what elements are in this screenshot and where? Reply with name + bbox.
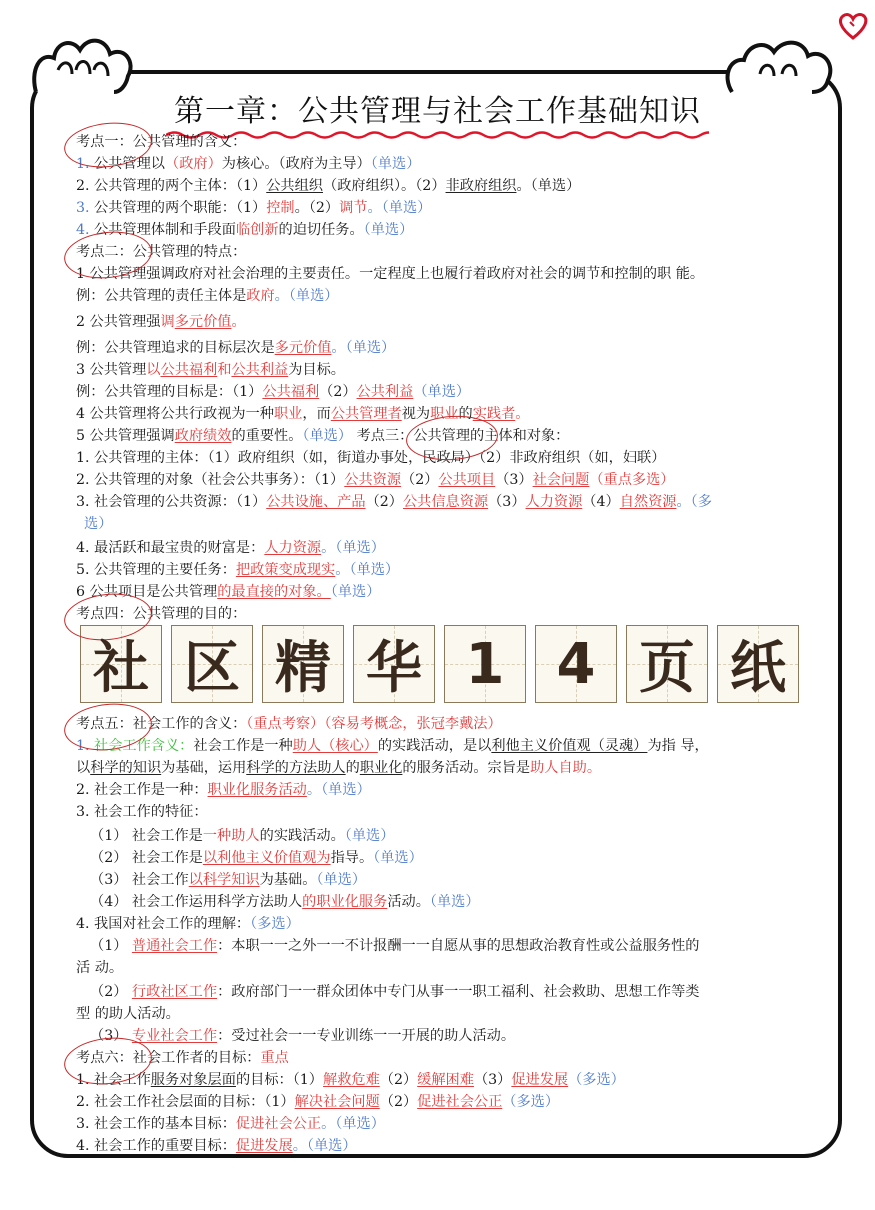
text-segment: 职业化 [359,760,403,776]
text-segment: 。 [231,314,246,330]
banner-character: 社 [93,636,149,701]
text-segment: （单选） [330,584,381,600]
text-segment: 1 公共管理强调政府对社会治理的主要责任。一定程度上也履行着政府对社会的调节和控制的职 能。 [76,266,705,282]
text-segment: （3） [488,494,526,510]
text-segment: 促进社会公正 [417,1094,503,1110]
text-segment: 专业社会工作 [131,1028,218,1044]
text-segment: 的最直接的对象。 [217,584,331,600]
text-segment: 缓解困难 [417,1072,474,1088]
text-segment: （2） [319,384,357,400]
text-segment: 公共组织 [266,178,323,194]
text-segment: 社会工作含义： [89,738,194,754]
text-line [76,360,345,380]
text-segment: 4. 社会工作的重要目标： [76,1138,236,1154]
text-segment: （1） 社会工作是 [90,828,203,844]
text-segment: 解救危难 [323,1072,380,1088]
banner-tile [444,625,526,703]
text-segment: （2） 社会工作是 [90,850,203,866]
text-line [76,492,712,512]
text-segment: ：本职一一之外一一不计报酬一一自愿从事的思想政治教育性或公益服务性的 [217,938,700,954]
text-segment: 以利他主义价值观为 [202,850,331,866]
text-segment: 。（单选） [335,562,400,578]
text-line [76,914,300,934]
text-segment: 。（单选） [274,288,339,304]
heart-icon [836,8,870,42]
text-line [76,312,246,332]
text-segment: 考点一：公共管理的含义： [76,134,247,150]
text-segment: 指导。 [330,850,374,866]
text-line [90,848,423,868]
text-line [76,242,246,262]
text-segment: 临创新 [235,222,279,238]
text-segment: 4. [76,222,90,238]
text-segment: 活 动。 [76,960,124,976]
banner-tile [262,625,344,703]
text-segment: （4） [582,494,620,510]
text-segment: 2. 社会工作是一种： [76,782,208,798]
banner-tile [626,625,708,703]
text-segment: 的 [458,406,473,422]
text-segment: 的迫切任务。 [278,222,364,238]
text-segment: 服务对象层面 [150,1072,236,1088]
text-segment: 公共利益 [356,384,414,400]
text-segment: 1. [76,738,90,754]
text-segment: 的实践活动，是以 [377,738,492,754]
text-line [90,982,699,1002]
text-segment: 的重要性。 [231,428,303,444]
text-segment: 公共信息资源 [402,494,489,510]
banner-tile [353,625,435,703]
text-line [76,736,709,756]
text-line [76,198,431,218]
text-segment: （重点多选） [589,472,675,488]
text-line [76,1004,180,1024]
banner-tile [717,625,799,703]
text-segment: 实践者 [472,406,516,422]
text-line [76,802,208,822]
text-segment: 4. 最活跃和最宝贵的财富是： [76,540,265,556]
text-segment: 助人（核心） [292,738,378,754]
text-segment: 。（2） [294,200,340,216]
text-segment: （多选） [568,1072,625,1088]
text-segment: （单选） [316,872,367,888]
banner-character: 区 [184,636,240,701]
text-line [76,1070,625,1090]
text-segment: 考点三：公共管理的主体和对象： [352,428,570,444]
banner-tile [80,625,162,703]
text-segment: 1. 公共管理的主体：（1）政府组织（如，街道办事处，民政局）（2）非政府组织（如，妇联） [76,450,666,466]
text-segment: 公共设施、产品 [266,494,366,510]
text-segment: （1） [90,938,132,954]
page-title [0,86,875,130]
text-segment: 考点二：公共管理的特点： [76,244,247,260]
text-segment: 视为 [401,406,431,422]
text-line [76,426,569,446]
text-segment: 科学的知识 [90,760,162,776]
text-segment: （单选） [344,828,395,844]
banner-character: 1 [465,631,505,697]
text-segment: 为基础。 [259,872,317,888]
text-segment: （单选） [373,850,423,866]
text-segment: 公共管理者 [330,406,402,422]
banner-tile [171,625,253,703]
text-segment: （单选） [413,384,471,400]
banner-character: 精 [275,636,331,701]
text-line [90,936,699,956]
text-segment: 以科学知识 [188,872,260,888]
text-line [76,560,399,580]
text-segment: 的实践活动。 [259,828,345,844]
text-segment: 4. 我国对社会工作的理解： [76,916,251,932]
text-segment: 调 [160,314,175,330]
text-segment: 。（单选） [292,1138,357,1154]
text-segment: 普通社会工作 [131,938,218,954]
title-text: 第一章：公共管理与社会工作基础知识 [174,94,701,129]
text-line [90,870,366,890]
text-segment: 3. [76,200,90,216]
text-line [76,470,675,490]
text-segment: 3. 社会管理的公共资源：（1） [76,494,267,510]
text-segment: （政府） [165,156,222,172]
text-segment: （单选） [429,894,480,910]
banner-character: 纸 [730,636,786,701]
text-segment: 3. 社会工作的特征： [76,804,208,820]
text-segment: 选） [84,516,113,532]
text-segment: 5 公共管理强调 [76,428,175,444]
text-segment: 调节 [339,200,368,216]
text-segment: 多元价值 [274,340,332,356]
text-segment: 以 [76,760,91,776]
text-line [84,514,112,534]
text-segment: （2） [365,494,403,510]
text-segment: 公共资源 [344,472,402,488]
text-segment: 利他主义价值观（灵魂） [491,738,648,754]
text-line [76,538,385,558]
text-line [76,176,580,196]
text-segment: 。（单选） [321,1116,385,1132]
text-segment: 助人自助 [530,760,587,776]
text-line [76,286,339,306]
text-segment: 3 公共管理 [76,362,147,378]
text-segment: 人力资源 [525,494,583,510]
text-segment: 为目标。 [288,362,345,378]
text-line [76,132,246,152]
text-line [76,958,123,978]
text-line [76,382,470,402]
text-segment: 考点六：社会工作者的目标： [76,1050,261,1066]
text-segment: 1. 社会工作 [76,1072,151,1088]
text-segment: 为核心。（政府为主导） [221,156,371,172]
text-segment: 2. [76,178,90,194]
text-segment: 职业化服务活动 [207,782,307,798]
banner-character: 华 [366,636,422,701]
text-segment: 公共管理体制和手段面 [89,222,236,238]
banner-character: 页 [639,636,695,701]
text-line [76,154,420,174]
text-segment: 的职业化服务 [302,894,388,910]
text-segment: 行政社区工作 [131,984,218,1000]
text-segment: 6 公共项目是公共管理 [76,584,218,600]
text-segment: （政府组织）。（2） [323,178,446,194]
text-line [76,780,371,800]
text-line [76,604,246,624]
text-segment: 社会工作是一种 [193,738,293,754]
text-segment: 以 [146,362,161,378]
text-segment: 解决社会问题 [294,1094,380,1110]
text-segment: （3） [495,472,533,488]
text-segment: （2） [379,1072,418,1088]
text-segment: 。（单选） [367,200,432,216]
text-segment: 公共管理的两个主体：（1） [89,178,267,194]
text-segment: 促进发展 [235,1138,293,1154]
text-segment: 2. 社会工作社会层面的目标：（1） [76,1094,295,1110]
text-segment: 考点五：社会工作的含义： [76,716,247,732]
text-segment: 5. 公共管理的主要任务： [76,562,236,578]
text-line [76,758,601,778]
text-segment: 型 的助人活动。 [76,1006,180,1022]
text-segment: 考点四：公共管理的目的： [76,606,247,622]
text-segment: 公共项目 [438,472,496,488]
text-line [76,448,665,468]
text-segment: （3） [473,1072,512,1088]
text-line [76,338,395,358]
text-line [76,582,380,602]
text-segment: 把政策变成现实 [235,562,336,578]
text-segment: 的服务活动。宗旨是 [402,760,531,776]
text-segment: 社会问题 [532,472,590,488]
text-segment: 公共利益 [231,362,289,378]
text-segment: 自然资源 [619,494,677,510]
text-line [90,892,480,912]
text-segment: 。（单选） [321,540,385,556]
text-line [90,826,394,846]
text-line [76,220,413,240]
text-segment: 一种助人 [202,828,260,844]
text-segment: 公共管理的两个职能：（1） [89,200,267,216]
banner-character: 4 [556,631,596,697]
text-segment: （3） 社会工作 [90,872,189,888]
text-segment: 2. 公共管理的对象（社会公共事务）：（1） [76,472,345,488]
text-segment: 政府 [246,288,275,304]
text-segment: 例：公共管理的责任主体是 [76,288,247,304]
text-segment: （4） 社会工作运用科学方法助人 [90,894,303,910]
text-segment: （2） [379,1094,418,1110]
text-segment: 职业 [273,406,303,422]
text-segment: （2） [90,984,132,1000]
text-segment: （多选） [250,916,300,932]
text-line [76,714,502,734]
text-segment: 多元价值 [174,314,232,330]
text-segment: 公共管理以 [89,156,165,172]
text-segment: 为基础，运用 [161,760,247,776]
text-segment: 控制 [266,200,295,216]
text-segment: 。（单选） [331,340,396,356]
text-segment: 科学的方法助人 [246,760,346,776]
text-segment: 。（单选） [306,782,371,798]
text-segment: 为指 导， [647,738,709,754]
banner-tile [535,625,617,703]
text-segment: （重点考察）（容易考概念，张冠李戴法） [246,716,502,732]
text-segment: ，而 [302,406,331,422]
text-segment: 。 [515,406,530,422]
text-segment: 例：公共管理的目标是：（1） [76,384,263,400]
text-segment: 活动。 [387,894,430,910]
text-segment: （多选） [502,1094,560,1110]
text-segment: 。（多 [676,494,712,510]
text-segment: 4 公共管理将公共行政视为一种 [76,406,274,422]
text-segment: 3. 社会工作的基本目标： [76,1116,236,1132]
text-segment: 促进社会公正 [235,1116,322,1132]
text-segment: 1. [76,156,90,172]
text-segment: （单选） [363,222,414,238]
text-segment: （3） [90,1028,132,1044]
text-segment: 和 [217,362,232,378]
text-segment: 重点 [260,1050,289,1066]
text-line [76,1136,357,1156]
text-line [76,1048,289,1068]
text-line [76,1114,385,1134]
text-segment: 的 [345,760,360,776]
text-segment: 公共福利 [160,362,218,378]
text-segment: 。 [586,760,602,776]
text-segment: 2 公共管理强 [76,314,161,330]
text-segment: （单选） [370,156,421,172]
text-line [76,404,529,424]
text-segment: 例：公共管理追求的目标层次是 [76,340,275,356]
text-segment: （单选） [302,428,353,444]
text-segment: 政府绩效 [174,428,232,444]
title-wavy-underline [166,130,709,140]
text-line [90,1026,515,1046]
text-line [76,1092,559,1112]
text-segment: 人力资源 [264,540,322,556]
text-segment: ：政府部门一一群众团体中专门从事一一职工福利、社会救助、思想工作等类 [217,984,700,1000]
text-segment: 非政府组织 [445,178,517,194]
text-segment: 职业 [430,406,459,422]
text-line [76,264,704,284]
text-segment: 。（单选） [516,178,581,194]
section-banner [80,625,800,703]
text-segment: 公共福利 [262,384,320,400]
text-segment: （2） [401,472,439,488]
text-segment: ：受过社会一一专业训练一一开展的助人活动。 [217,1028,516,1044]
text-segment: 的目标：（1） [235,1072,323,1088]
text-segment: 促进发展 [511,1072,569,1088]
